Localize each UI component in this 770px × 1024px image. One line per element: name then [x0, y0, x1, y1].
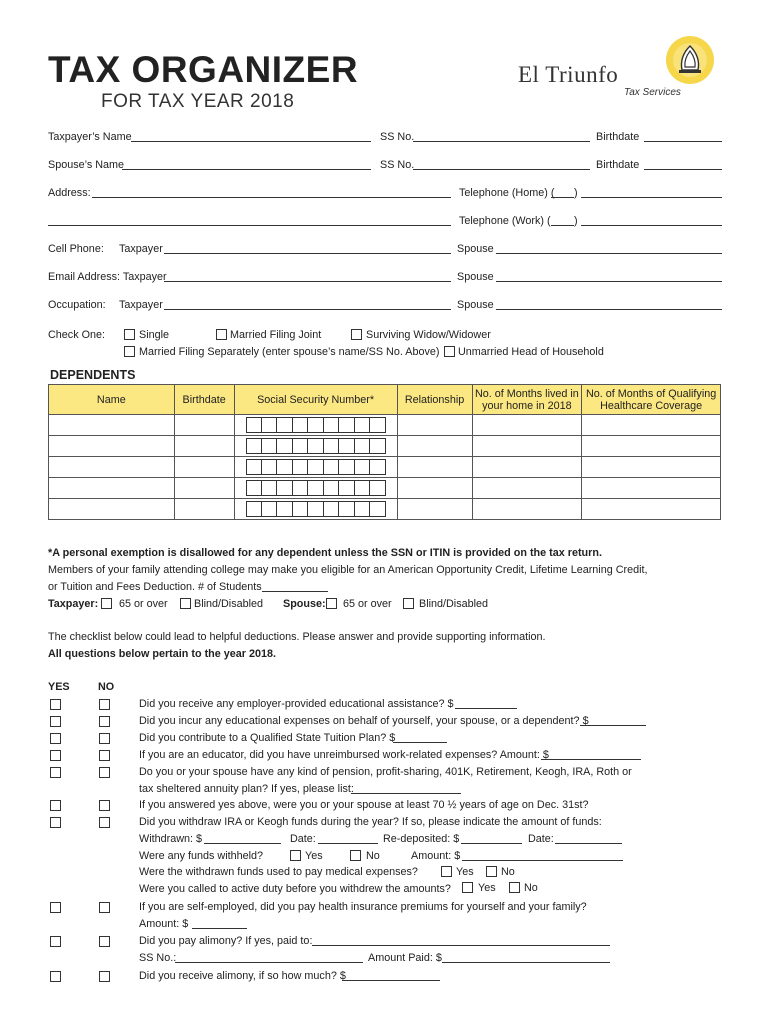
- question-10-no-checkbox[interactable]: [99, 971, 110, 982]
- taxpayer-ss-field[interactable]: [413, 141, 590, 142]
- redeposited-field[interactable]: [461, 843, 522, 844]
- spouse-name-label: Spouse’s Name: [48, 159, 125, 171]
- spouse-blind-checkbox[interactable]: [403, 598, 414, 609]
- ssn-digit-box[interactable]: [261, 459, 276, 475]
- spouse-birthdate-field[interactable]: [644, 169, 722, 170]
- col-name: Name: [49, 385, 175, 415]
- married-joint-checkbox[interactable]: [216, 329, 227, 340]
- tel-home-paren: ): [574, 187, 578, 199]
- tel-home-area-field[interactable]: [551, 197, 574, 198]
- no-column-header: NO: [98, 681, 115, 693]
- question-6-no-checkbox[interactable]: [99, 800, 110, 811]
- q3-field[interactable]: [393, 742, 447, 743]
- ssn-digit-box[interactable]: [276, 417, 291, 433]
- withheld-amount-field[interactable]: [462, 860, 623, 861]
- dependent-row: [49, 457, 721, 478]
- ssn-digit-boxes[interactable]: [246, 459, 386, 475]
- ssn-digit-box[interactable]: [323, 459, 338, 475]
- taxpayer-65-label: 65 or over: [119, 598, 168, 610]
- q9-amount-label: Amount Paid: $: [368, 952, 442, 964]
- q5-text-line2: tax sheltered annuity plan? If yes, please list:: [139, 783, 354, 795]
- ssn-digit-box[interactable]: [292, 480, 307, 496]
- q7-text: Did you withdraw IRA or Keogh funds during the year? If so, please indicate the amount of funds:: [139, 816, 602, 828]
- withdrawn-field[interactable]: [204, 843, 281, 844]
- taxpayer-blind-label: Blind/Disabled: [194, 598, 264, 610]
- tel-work-label: Telephone (Work) (: [459, 215, 551, 227]
- dependent-relationship-cell[interactable]: [397, 478, 472, 499]
- tel-home-field[interactable]: [581, 197, 722, 198]
- ssn-digit-box[interactable]: [307, 459, 322, 475]
- ssn-digit-box[interactable]: [354, 459, 369, 475]
- spouse-name-field[interactable]: [122, 169, 371, 170]
- page-title: TAX ORGANIZER: [48, 49, 359, 90]
- taxpayer-65-checkbox[interactable]: [101, 598, 112, 609]
- single-checkbox[interactable]: [124, 329, 135, 340]
- cell-taxpayer-field[interactable]: [164, 253, 451, 254]
- ssn-digit-box[interactable]: [354, 417, 369, 433]
- ssn-digit-boxes[interactable]: [246, 438, 386, 454]
- tel-work-paren: ): [574, 215, 578, 227]
- q5-field[interactable]: [351, 793, 461, 794]
- question-5-yes-checkbox[interactable]: [50, 767, 61, 778]
- q9-text: Did you pay alimony? If yes, paid to:: [139, 935, 313, 947]
- col-birthdate: Birthdate: [174, 385, 234, 415]
- dependents-table: [48, 384, 721, 520]
- q5-text: Do you or your spouse have any kind of pension, profit-sharing, 401K, Retirement, Keogh, IRA, Roth or: [139, 766, 632, 778]
- active-duty-no-checkbox[interactable]: [509, 882, 520, 893]
- q3-text: Did you contribute to a Qualified State Tuition Plan? $: [139, 732, 396, 744]
- widow-label: Surviving Widow/Widower: [366, 329, 491, 341]
- withdrawn-date-field[interactable]: [318, 843, 378, 844]
- dependent-coverage-cell[interactable]: [582, 436, 721, 457]
- ssn-digit-box[interactable]: [292, 417, 307, 433]
- col-ssn: Social Security Number*: [234, 385, 397, 415]
- spouse-65-label: 65 or over: [343, 598, 392, 610]
- ssn-digit-box[interactable]: [354, 480, 369, 496]
- ssn-digit-box[interactable]: [369, 459, 385, 475]
- spouse-65-checkbox[interactable]: [326, 598, 337, 609]
- tel-work-field[interactable]: [581, 225, 722, 226]
- withheld-amount-label: Amount: $: [411, 850, 461, 862]
- question-7-no-checkbox[interactable]: [99, 817, 110, 828]
- ssn-digit-box[interactable]: [354, 438, 369, 454]
- dependents-title: DEPENDENTS: [50, 368, 136, 382]
- ssn-digit-box[interactable]: [246, 438, 261, 454]
- cell-spouse-label: Spouse: [457, 243, 494, 255]
- withdrawn-label: Withdrawn: $: [139, 833, 203, 845]
- ssn-digit-box[interactable]: [369, 417, 385, 433]
- ssn-digit-box[interactable]: [261, 417, 276, 433]
- ssn-digit-box[interactable]: [323, 480, 338, 496]
- active-duty-no-label: No: [524, 882, 538, 894]
- ssn-digit-boxes[interactable]: [246, 417, 386, 433]
- withheld-no-label: No: [366, 850, 380, 862]
- active-duty-yes-checkbox[interactable]: [462, 882, 473, 893]
- ssn-digit-box[interactable]: [369, 501, 385, 517]
- taxpayer-birthdate-field[interactable]: [644, 141, 722, 142]
- question-4-yes-checkbox[interactable]: [50, 750, 61, 761]
- email-spouse-field[interactable]: [496, 281, 722, 282]
- all-questions-note: All questions below pertain to the year 2018.: [48, 648, 276, 660]
- question-4-no-checkbox[interactable]: [99, 750, 110, 761]
- ssn-digit-box[interactable]: [292, 459, 307, 475]
- withheld-text: Were any funds withheld?: [139, 850, 264, 862]
- taxpayer-ss-label: SS No.: [380, 131, 415, 143]
- married-joint-label: Married Filing Joint: [230, 329, 322, 341]
- dependent-name-cell[interactable]: [49, 478, 175, 499]
- ssn-digit-box[interactable]: [246, 501, 261, 517]
- head-household-label: Unmarried Head of Household: [458, 346, 604, 358]
- q4-field[interactable]: [541, 759, 641, 760]
- dependent-coverage-cell[interactable]: [582, 415, 721, 436]
- spouse-ss-field[interactable]: [413, 169, 590, 170]
- checklist-intro: The checklist below could lead to helpful deductions. Please answer and provide supporting information.: [48, 631, 546, 643]
- question-6-yes-checkbox[interactable]: [50, 800, 61, 811]
- ssn-digit-box[interactable]: [354, 501, 369, 517]
- taxpayer-name-field[interactable]: [131, 141, 371, 142]
- question-1-no-checkbox[interactable]: [99, 699, 110, 710]
- dependent-row: [49, 436, 721, 457]
- taxpayer-name-label: Taxpayer’s Name: [48, 131, 132, 143]
- redeposited-date-field[interactable]: [555, 843, 622, 844]
- dependent-relationship-cell[interactable]: [397, 415, 472, 436]
- dependents-header-row: [49, 385, 721, 415]
- ssn-digit-boxes[interactable]: [246, 480, 386, 496]
- q4-text: If you are an educator, did you have unreimbursed work-related expenses? Amount: $: [139, 749, 549, 761]
- col-months-lived: No. of Months lived in your home in 2018: [472, 385, 582, 415]
- ssn-digit-box[interactable]: [246, 480, 261, 496]
- withheld-yes-checkbox[interactable]: [290, 850, 301, 861]
- ssn-digit-box[interactable]: [338, 417, 353, 433]
- dependent-ssn-cell[interactable]: [234, 478, 397, 499]
- brand-name: El Triunfo: [518, 62, 619, 87]
- ssn-digit-box[interactable]: [307, 417, 322, 433]
- question-8-no-checkbox[interactable]: [99, 902, 110, 913]
- question-7-yes-checkbox[interactable]: [50, 817, 61, 828]
- spouse-birthdate-label: Birthdate: [596, 159, 640, 171]
- dependent-coverage-cell[interactable]: [582, 478, 721, 499]
- dependent-coverage-cell[interactable]: [582, 499, 721, 520]
- q9-paid-to-field[interactable]: [312, 945, 610, 946]
- dependent-relationship-cell[interactable]: [397, 457, 472, 478]
- dependent-name-cell[interactable]: [49, 436, 175, 457]
- dependent-ssn-cell[interactable]: [234, 436, 397, 457]
- ssn-digit-box[interactable]: [338, 459, 353, 475]
- brand-logo-icon: [662, 34, 718, 86]
- ssn-digit-box[interactable]: [338, 501, 353, 517]
- col-months-coverage: No. of Months of Qualifying Healthcare Coverage: [582, 385, 721, 415]
- dependent-months-lived-cell[interactable]: [472, 457, 582, 478]
- q9-ss-label: SS No.:: [139, 952, 177, 964]
- dependent-months-lived-cell[interactable]: [472, 415, 582, 436]
- dependent-name-cell[interactable]: [49, 499, 175, 520]
- email-taxpayer-field[interactable]: [164, 281, 451, 282]
- ssn-digit-box[interactable]: [276, 459, 291, 475]
- page-subtitle: FOR TAX YEAR 2018: [101, 91, 295, 112]
- ssn-digit-box[interactable]: [261, 438, 276, 454]
- question-5-no-checkbox[interactable]: [99, 767, 110, 778]
- q10-text: Did you receive alimony, if so how much? $: [139, 970, 346, 982]
- q2-field[interactable]: [580, 725, 646, 726]
- occupation-taxpayer-label: Taxpayer: [119, 299, 163, 311]
- dependent-months-lived-cell[interactable]: [472, 436, 582, 457]
- married-separate-checkbox[interactable]: [124, 346, 135, 357]
- dependent-relationship-cell[interactable]: [397, 499, 472, 520]
- check-one-label: Check One:: [48, 329, 106, 341]
- active-duty-text: Were you called to active duty before you withdrew the amounts?: [139, 883, 451, 895]
- ssn-digit-box[interactable]: [246, 459, 261, 475]
- dependent-birthdate-cell[interactable]: [174, 457, 234, 478]
- dependent-birthdate-cell[interactable]: [174, 478, 234, 499]
- ssn-digit-box[interactable]: [307, 501, 322, 517]
- q1-text: Did you receive any employer-provided educational assistance? $: [139, 698, 454, 710]
- ssn-digit-box[interactable]: [323, 501, 338, 517]
- redeposited-label: Re-deposited: $: [383, 833, 460, 845]
- college-note-line1: Members of your family attending college may make you eligible for an American Opportunity Credit, Lifetime Learning Credit,: [48, 564, 648, 576]
- q9-amount-field[interactable]: [442, 962, 610, 963]
- spouse-ss-label: SS No.: [380, 159, 415, 171]
- question-8-yes-checkbox[interactable]: [50, 902, 61, 913]
- college-note-line2: or Tuition and Fees Deduction. # of Students: [48, 581, 262, 593]
- question-3-yes-checkbox[interactable]: [50, 733, 61, 744]
- question-10-yes-checkbox[interactable]: [50, 971, 61, 982]
- ssn-digit-box[interactable]: [338, 480, 353, 496]
- dependent-birthdate-cell[interactable]: [174, 415, 234, 436]
- dependent-ssn-cell[interactable]: [234, 457, 397, 478]
- q8-text: If you are self-employed, did you pay health insurance premiums for yourself and your family?: [139, 901, 587, 913]
- yes-column-header: YES: [48, 681, 70, 693]
- q2-text: Did you incur any educational expenses on behalf of yourself, your spouse, or a dependent? $: [139, 715, 589, 727]
- cell-phone-label: Cell Phone:: [48, 243, 104, 255]
- ssn-digit-box[interactable]: [369, 438, 385, 454]
- ssn-digit-box[interactable]: [307, 480, 322, 496]
- taxpayer-blind-checkbox[interactable]: [180, 598, 191, 609]
- ssn-digit-box[interactable]: [369, 480, 385, 496]
- medical-yes-checkbox[interactable]: [441, 866, 452, 877]
- question-2-yes-checkbox[interactable]: [50, 716, 61, 727]
- question-9-yes-checkbox[interactable]: [50, 936, 61, 947]
- ssn-digit-box[interactable]: [246, 417, 261, 433]
- question-3-no-checkbox[interactable]: [99, 733, 110, 744]
- dependent-birthdate-cell[interactable]: [174, 499, 234, 520]
- dependent-name-cell[interactable]: [49, 457, 175, 478]
- dependent-birthdate-cell[interactable]: [174, 436, 234, 457]
- tel-home-label: Telephone (Home) (: [459, 187, 555, 199]
- q1-field[interactable]: [455, 708, 517, 709]
- dependent-name-cell[interactable]: [49, 415, 175, 436]
- redeposited-date-label: Date:: [528, 833, 554, 845]
- occupation-spouse-field[interactable]: [496, 309, 722, 310]
- occupation-taxpayer-field[interactable]: [164, 309, 451, 310]
- tel-work-area-field[interactable]: [551, 225, 574, 226]
- question-1-yes-checkbox[interactable]: [50, 699, 61, 710]
- email-spouse-label: Spouse: [457, 271, 494, 283]
- active-duty-yes-label: Yes: [478, 882, 496, 894]
- medical-no-label: No: [501, 866, 515, 878]
- spouse-status-label: Spouse:: [283, 598, 326, 610]
- medical-yes-label: Yes: [456, 866, 474, 878]
- ssn-digit-box[interactable]: [276, 438, 291, 454]
- ssn-digit-box[interactable]: [261, 501, 276, 517]
- students-count-field[interactable]: [262, 591, 328, 592]
- ssn-digit-box[interactable]: [323, 438, 338, 454]
- dependent-row: [49, 478, 721, 499]
- address-line2-field[interactable]: [48, 225, 451, 226]
- ssn-digit-box[interactable]: [307, 438, 322, 454]
- ssn-digit-box[interactable]: [292, 501, 307, 517]
- question-2-no-checkbox[interactable]: [99, 716, 110, 727]
- dependent-row: [49, 499, 721, 520]
- ssn-digit-box[interactable]: [292, 438, 307, 454]
- occupation-spouse-label: Spouse: [457, 299, 494, 311]
- dependent-months-lived-cell[interactable]: [472, 499, 582, 520]
- dependent-relationship-cell[interactable]: [397, 436, 472, 457]
- cell-spouse-field[interactable]: [496, 253, 722, 254]
- withheld-yes-label: Yes: [305, 850, 323, 862]
- ssn-digit-box[interactable]: [323, 417, 338, 433]
- address-field[interactable]: [92, 197, 451, 198]
- dependent-ssn-cell[interactable]: [234, 499, 397, 520]
- spouse-blind-label: Blind/Disabled: [419, 598, 489, 610]
- dependent-ssn-cell[interactable]: [234, 415, 397, 436]
- exemption-note: *A personal exemption is disallowed for any dependent unless the SSN or ITIN is provided on the tax return.: [48, 547, 602, 559]
- question-9-no-checkbox[interactable]: [99, 936, 110, 947]
- taxpayer-status-label: Taxpayer:: [48, 598, 99, 610]
- col-relationship: Relationship: [397, 385, 472, 415]
- q8-amount-field[interactable]: [192, 928, 247, 929]
- widow-checkbox[interactable]: [351, 329, 362, 340]
- ssn-digit-box[interactable]: [276, 480, 291, 496]
- medical-no-checkbox[interactable]: [486, 866, 497, 877]
- single-label: Single: [139, 329, 170, 341]
- brand-tagline: Tax Services: [624, 87, 681, 98]
- ssn-digit-box[interactable]: [338, 438, 353, 454]
- ssn-digit-box[interactable]: [261, 480, 276, 496]
- q9-ss-field[interactable]: [175, 962, 363, 963]
- dependent-coverage-cell[interactable]: [582, 457, 721, 478]
- married-separate-label: Married Filing Separately (enter spouse’s name/SS No. Above): [139, 346, 440, 358]
- address-label: Address:: [48, 187, 91, 199]
- ssn-digit-box[interactable]: [276, 501, 291, 517]
- occupation-label: Occupation:: [48, 299, 106, 311]
- q6-text: If you answered yes above, were you or your spouse at least 70 ½ years of age on Dec. 31st?: [139, 799, 589, 811]
- q8-amount-label: Amount: $: [139, 918, 189, 930]
- head-household-checkbox[interactable]: [444, 346, 455, 357]
- q10-field[interactable]: [342, 980, 440, 981]
- taxpayer-birthdate-label: Birthdate: [596, 131, 640, 143]
- dependent-row: [49, 415, 721, 436]
- ssn-digit-boxes[interactable]: [246, 501, 386, 517]
- email-label: Email Address: Taxpayer: [48, 271, 167, 283]
- cell-taxpayer-label: Taxpayer: [119, 243, 163, 255]
- withheld-no-checkbox[interactable]: [350, 850, 361, 861]
- withdrawn-date-label: Date:: [290, 833, 316, 845]
- dependent-months-lived-cell[interactable]: [472, 478, 582, 499]
- medical-text: Were the withdrawn funds used to pay medical expenses?: [139, 866, 418, 878]
